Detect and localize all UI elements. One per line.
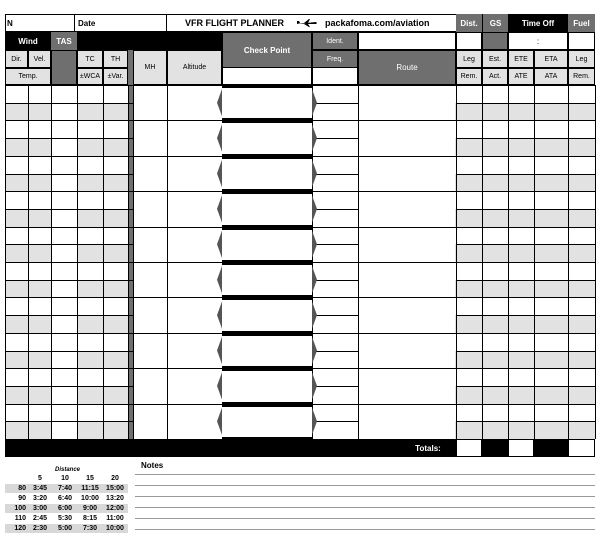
distance-speed: 90 (18, 495, 26, 502)
totals-eta-block (534, 439, 568, 457)
connector-notch (312, 337, 317, 364)
distance-time: 2:45 (32, 515, 47, 522)
distance-time: 13:20 (106, 495, 124, 502)
distance-time: 5:30 (57, 515, 72, 522)
connector-notch (312, 124, 317, 151)
connector-notch (217, 372, 222, 399)
ata-header: ATA (534, 68, 568, 85)
connector-notch (217, 160, 222, 187)
n-label: N (7, 18, 13, 28)
distance-time: 3:00 (32, 505, 47, 512)
distance-time: 6:40 (57, 495, 72, 502)
distance-speed: 100 (14, 505, 26, 512)
notes-label: Notes (141, 461, 164, 470)
ate-header: ATE (508, 68, 534, 85)
freq-sub (312, 68, 358, 85)
n-field[interactable] (5, 14, 75, 32)
grid-vline (595, 85, 596, 439)
connector-notch (312, 89, 317, 116)
route-blank (358, 32, 456, 50)
ete-header: ETE (508, 50, 534, 68)
distance-time: 12:00 (106, 505, 124, 512)
time-off-field[interactable]: : (508, 32, 568, 50)
dist-header: Dist. (456, 14, 482, 32)
distance-header-15: 15 (86, 475, 94, 482)
fuel-header: Fuel (568, 14, 595, 32)
totals-dist-field[interactable] (456, 439, 482, 457)
check-point-connectors (5, 85, 595, 439)
totals-fuel-field[interactable] (568, 439, 595, 457)
flight-log-grid[interactable] (5, 85, 595, 439)
dist-top-field[interactable] (456, 32, 482, 50)
distance-header-20: 20 (111, 475, 119, 482)
connector-notch (312, 195, 317, 222)
distance-time: 9:00 (82, 505, 97, 512)
tas-sub (51, 50, 77, 85)
check-point-sub (222, 68, 312, 85)
distance-header-10: 10 (61, 475, 69, 482)
connector-notch (217, 337, 222, 364)
connector-notch (312, 266, 317, 293)
leg-fuel-header: Leg (568, 50, 595, 68)
distance-time: 3:20 (32, 495, 47, 502)
connector-notch (217, 408, 222, 435)
connector-notch (312, 231, 317, 258)
distance-time: 7:40 (57, 485, 72, 492)
notes-line (135, 496, 595, 497)
date-label: Date (78, 18, 96, 28)
wind-header: Wind (5, 32, 51, 50)
rem-fuel-header: Rem. (568, 68, 595, 85)
notes-line (135, 529, 595, 530)
rem-dist-header: Rem. (456, 68, 482, 85)
ident-header: Ident. (312, 32, 358, 50)
tas-header: TAS (51, 32, 77, 50)
distance-time: 11:15 (81, 485, 99, 492)
temp-header: Temp. (5, 68, 51, 85)
distance-title: Distance (54, 466, 80, 473)
distance-time: 7:30 (82, 525, 97, 532)
distance-time: 3:45 (32, 485, 47, 492)
check-point-header: Check Point (222, 32, 312, 68)
connector-notch (312, 408, 317, 435)
connector-notch (217, 231, 222, 258)
th-header: TH (103, 50, 128, 68)
connector-notch (217, 124, 222, 151)
totals-ete-field[interactable] (508, 439, 534, 457)
connector-notch (217, 266, 222, 293)
time-off-header: Time Off (508, 14, 568, 32)
fuel-top-field[interactable] (568, 32, 595, 50)
gs-header: GS (482, 14, 508, 32)
wca-header: ±WCA (77, 68, 103, 85)
distance-time: 5:00 (57, 525, 72, 532)
route-header: Route (358, 50, 456, 85)
notes-line (135, 518, 595, 519)
distance-time: 6:00 (57, 505, 72, 512)
leg-dist-header: Leg (456, 50, 482, 68)
distance-speed: 110 (14, 515, 26, 522)
connector-notch (312, 301, 317, 328)
totals-label: Totals: (405, 439, 451, 457)
distance-time: 10:00 (106, 525, 124, 532)
altitude-header: Altitude (167, 50, 222, 85)
date-field[interactable] (75, 14, 167, 32)
totals-gs-block (482, 439, 508, 457)
gs-top-field[interactable] (482, 32, 508, 50)
dir-header: Dir. (5, 50, 28, 68)
distance-time: 8:15 (82, 515, 97, 522)
notes-line (135, 485, 595, 486)
distance-speed: 120 (14, 525, 26, 532)
distance-speed: 80 (18, 485, 26, 492)
totals-bar (5, 439, 456, 457)
form-title: VFR FLIGHT PLANNER (185, 18, 284, 28)
est-header: Est. (482, 50, 508, 68)
freq-header: Freq. (312, 50, 358, 68)
eta-header: ETA (534, 50, 568, 68)
site-url: packafoma.com/aviation (325, 18, 430, 28)
connector-notch (217, 195, 222, 222)
airplane-icon (296, 18, 318, 28)
distance-header-5: 5 (38, 475, 42, 482)
connector-notch (312, 372, 317, 399)
connector-notch (217, 89, 222, 116)
notes-line (135, 474, 595, 475)
distance-time: 2:30 (32, 525, 47, 532)
distance-time: 10:00 (81, 495, 99, 502)
distance-time: 15:00 (106, 485, 124, 492)
mh-header: MH (133, 50, 167, 85)
notes-line (135, 507, 595, 508)
connector-notch (217, 301, 222, 328)
var-header: ±Var. (103, 68, 128, 85)
tc-header: TC (77, 50, 103, 68)
connector-notch (312, 160, 317, 187)
act-header: Act. (482, 68, 508, 85)
vel-header: Vel. (28, 50, 51, 68)
distance-time: 11:00 (106, 515, 124, 522)
